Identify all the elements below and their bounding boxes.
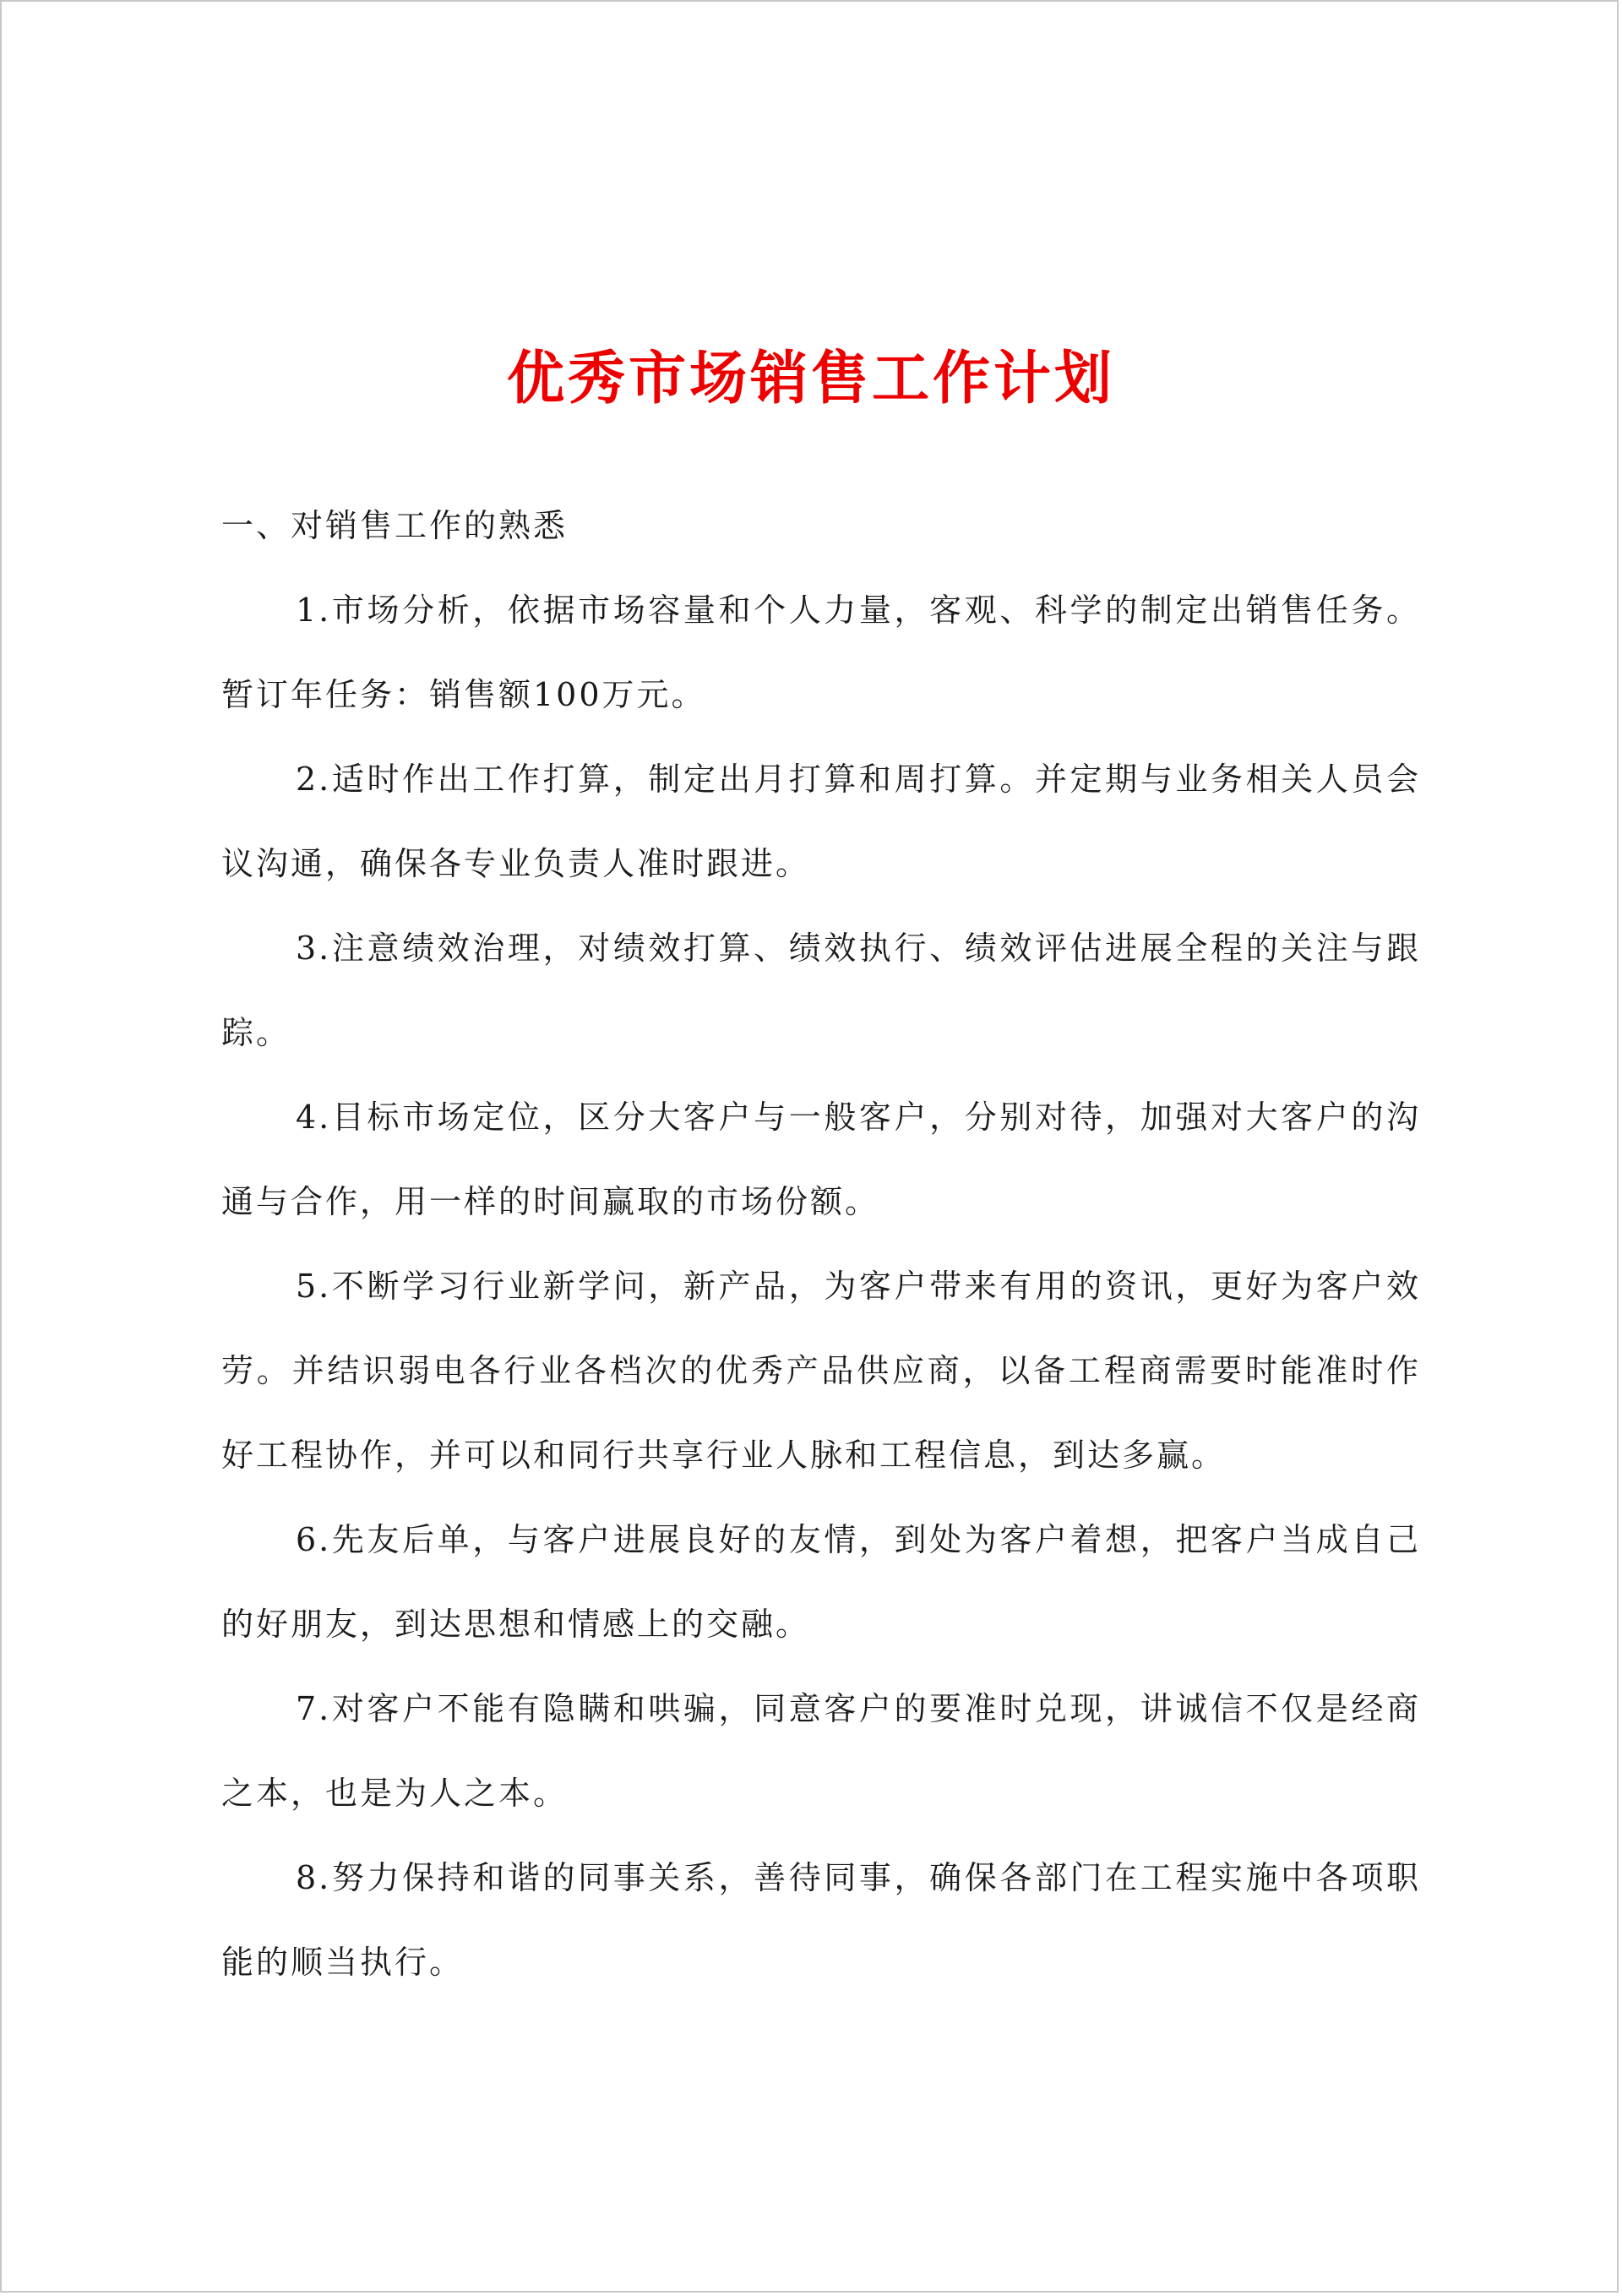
- paragraph-3: 3.注意绩效治理，对绩效打算、绩效执行、绩效评估进展全程的关注与跟踪。: [221, 930, 1421, 1051]
- paragraph-1: 1.市场分析，依据市场容量和个人力量，客观、科学的制定出销售任务。暂订年任务：销售额100万元。: [221, 592, 1421, 713]
- document-title: 优秀市场销售工作计划: [506, 345, 1115, 412]
- paragraph-6: 6.先友后单，与客户进展良好的友情，到处为客户着想，把客户当成自己的好朋友，到达思想和情感上的交融。: [221, 1521, 1421, 1643]
- document-body: [221, 483, 1421, 2004]
- paragraph-8: 8.努力保持和谐的同事关系，善待同事，确保各部门在工程实施中各项职能的顺当执行。: [221, 1859, 1421, 1981]
- paragraph-7: 7.对客户不能有隐瞒和哄骗，同意客户的要准时兑现，讲诚信不仅是经商之本，也是为人之本。: [221, 1690, 1421, 1812]
- section-heading: 一、对销售工作的熟悉: [221, 507, 569, 544]
- paragraph-5: 5.不断学习行业新学问，新产品，为客户带来有用的资讯，更好为客户效劳。并结识弱电各行业各档次的优秀产品供应商，以备工程商需要时能准时作好工程协作，并可以和同行共享行业人脉和工程信息，到达多赢。: [221, 1268, 1421, 1474]
- paragraph-2: 2.适时作出工作打算，制定出月打算和周打算。并定期与业务相关人员会议沟通，确保各专业负责人准时跟进。: [221, 761, 1421, 882]
- paragraph-4: 4.目标市场定位，区分大客户与一般客户，分别对待，加强对大客户的沟通与合作，用一样的时间赢取的市场份额。: [221, 1099, 1421, 1220]
